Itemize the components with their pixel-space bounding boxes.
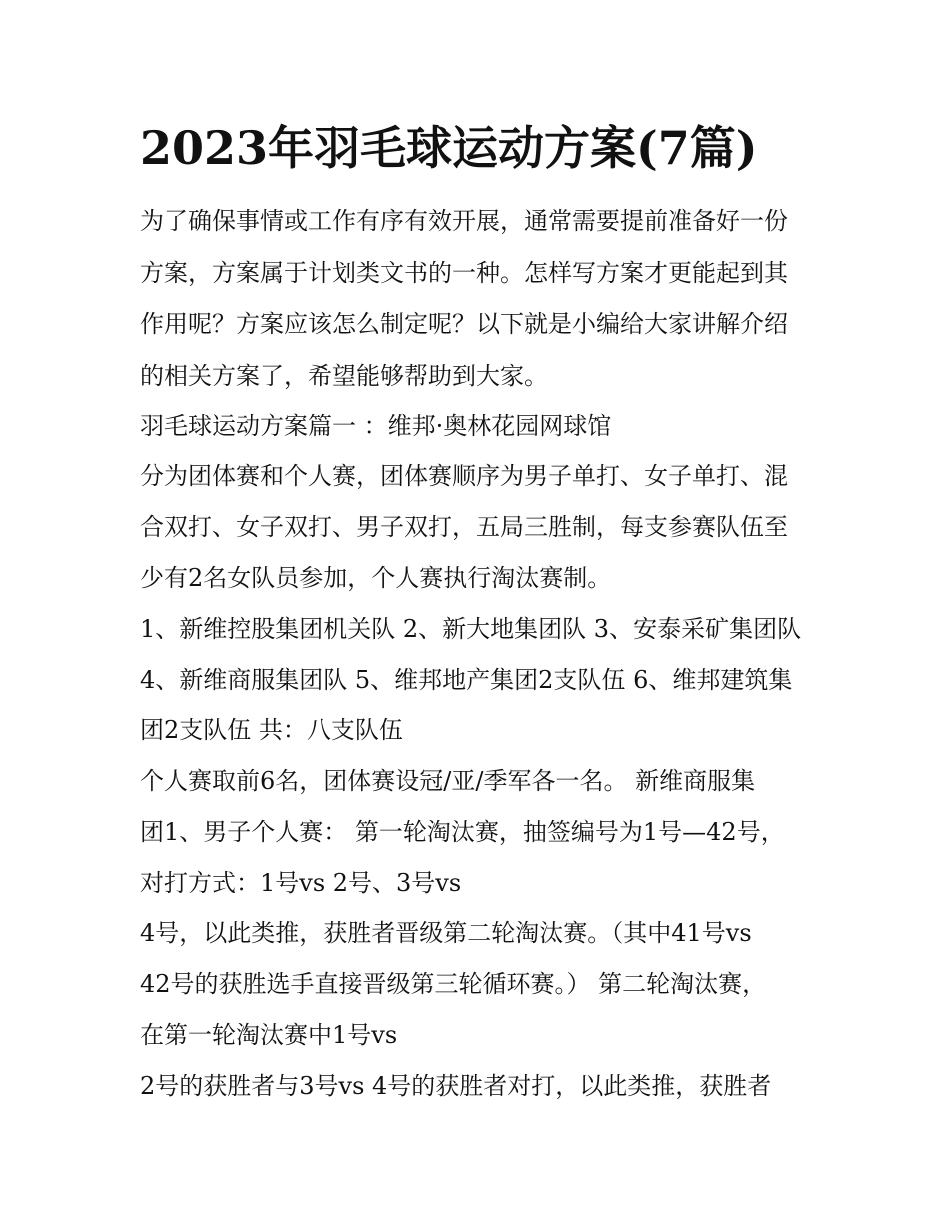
document-title: 2023年羽毛球运动方案(7篇) — [140, 121, 758, 175]
body-line: 分为团体赛和个人赛，团体赛顺序为男子单打、女子单打、混 — [140, 462, 788, 490]
body-line: 2号的获胜者与3号vs 4号的获胜者对打，以此类推，获胜者 — [140, 1072, 772, 1100]
body-line: 的相关方案了，希望能够帮助到大家。 — [140, 362, 548, 390]
body-line: 4号，以此类推，获胜者晋级第二轮淘汰赛。（其中41号vs — [140, 919, 752, 947]
body-line: 团2支队伍 共：八支队伍 — [140, 716, 403, 744]
body-line: 合双打、女子双打、男子双打，五局三胜制，每支参赛队伍至 — [140, 513, 788, 541]
body-line: 作用呢？方案应该怎么制定呢？以下就是小编给大家讲解介绍 — [140, 310, 788, 338]
section-heading: 羽毛球运动方案篇一 ：维邦·奥林花园网球馆 — [140, 412, 612, 440]
body-line: 在第一轮淘汰赛中1号vs — [140, 1021, 398, 1049]
body-line: 对打方式：1号vs 2号、3号vs — [140, 869, 462, 897]
body-line: 42号的获胜选手直接晋级第三轮循环赛。） 第二轮淘汰赛， — [140, 970, 767, 998]
body-line: 少有2名女队员参加，个人赛执行淘汰赛制。 — [140, 564, 612, 592]
body-line: 为了确保事情或工作有序有效开展，通常需要提前准备好一份 — [140, 207, 788, 235]
body-line: 方案，方案属于计划类文书的一种。怎样写方案才更能起到其 — [140, 259, 788, 287]
body-line: 团1、男子个人赛： 第一轮淘汰赛，抽签编号为1号—42号， — [140, 818, 785, 846]
body-line: 个人赛取前6名，团体赛设冠/亚/季军各一名。 新维商服集 — [140, 767, 756, 795]
body-line: 1、新维控股集团机关队 2、新大地集团队 3、安泰采矿集团队 — [140, 615, 802, 643]
body-line: 4、新维商服集团队 5、维邦地产集团2支队伍 6、维邦建筑集 — [140, 666, 793, 694]
